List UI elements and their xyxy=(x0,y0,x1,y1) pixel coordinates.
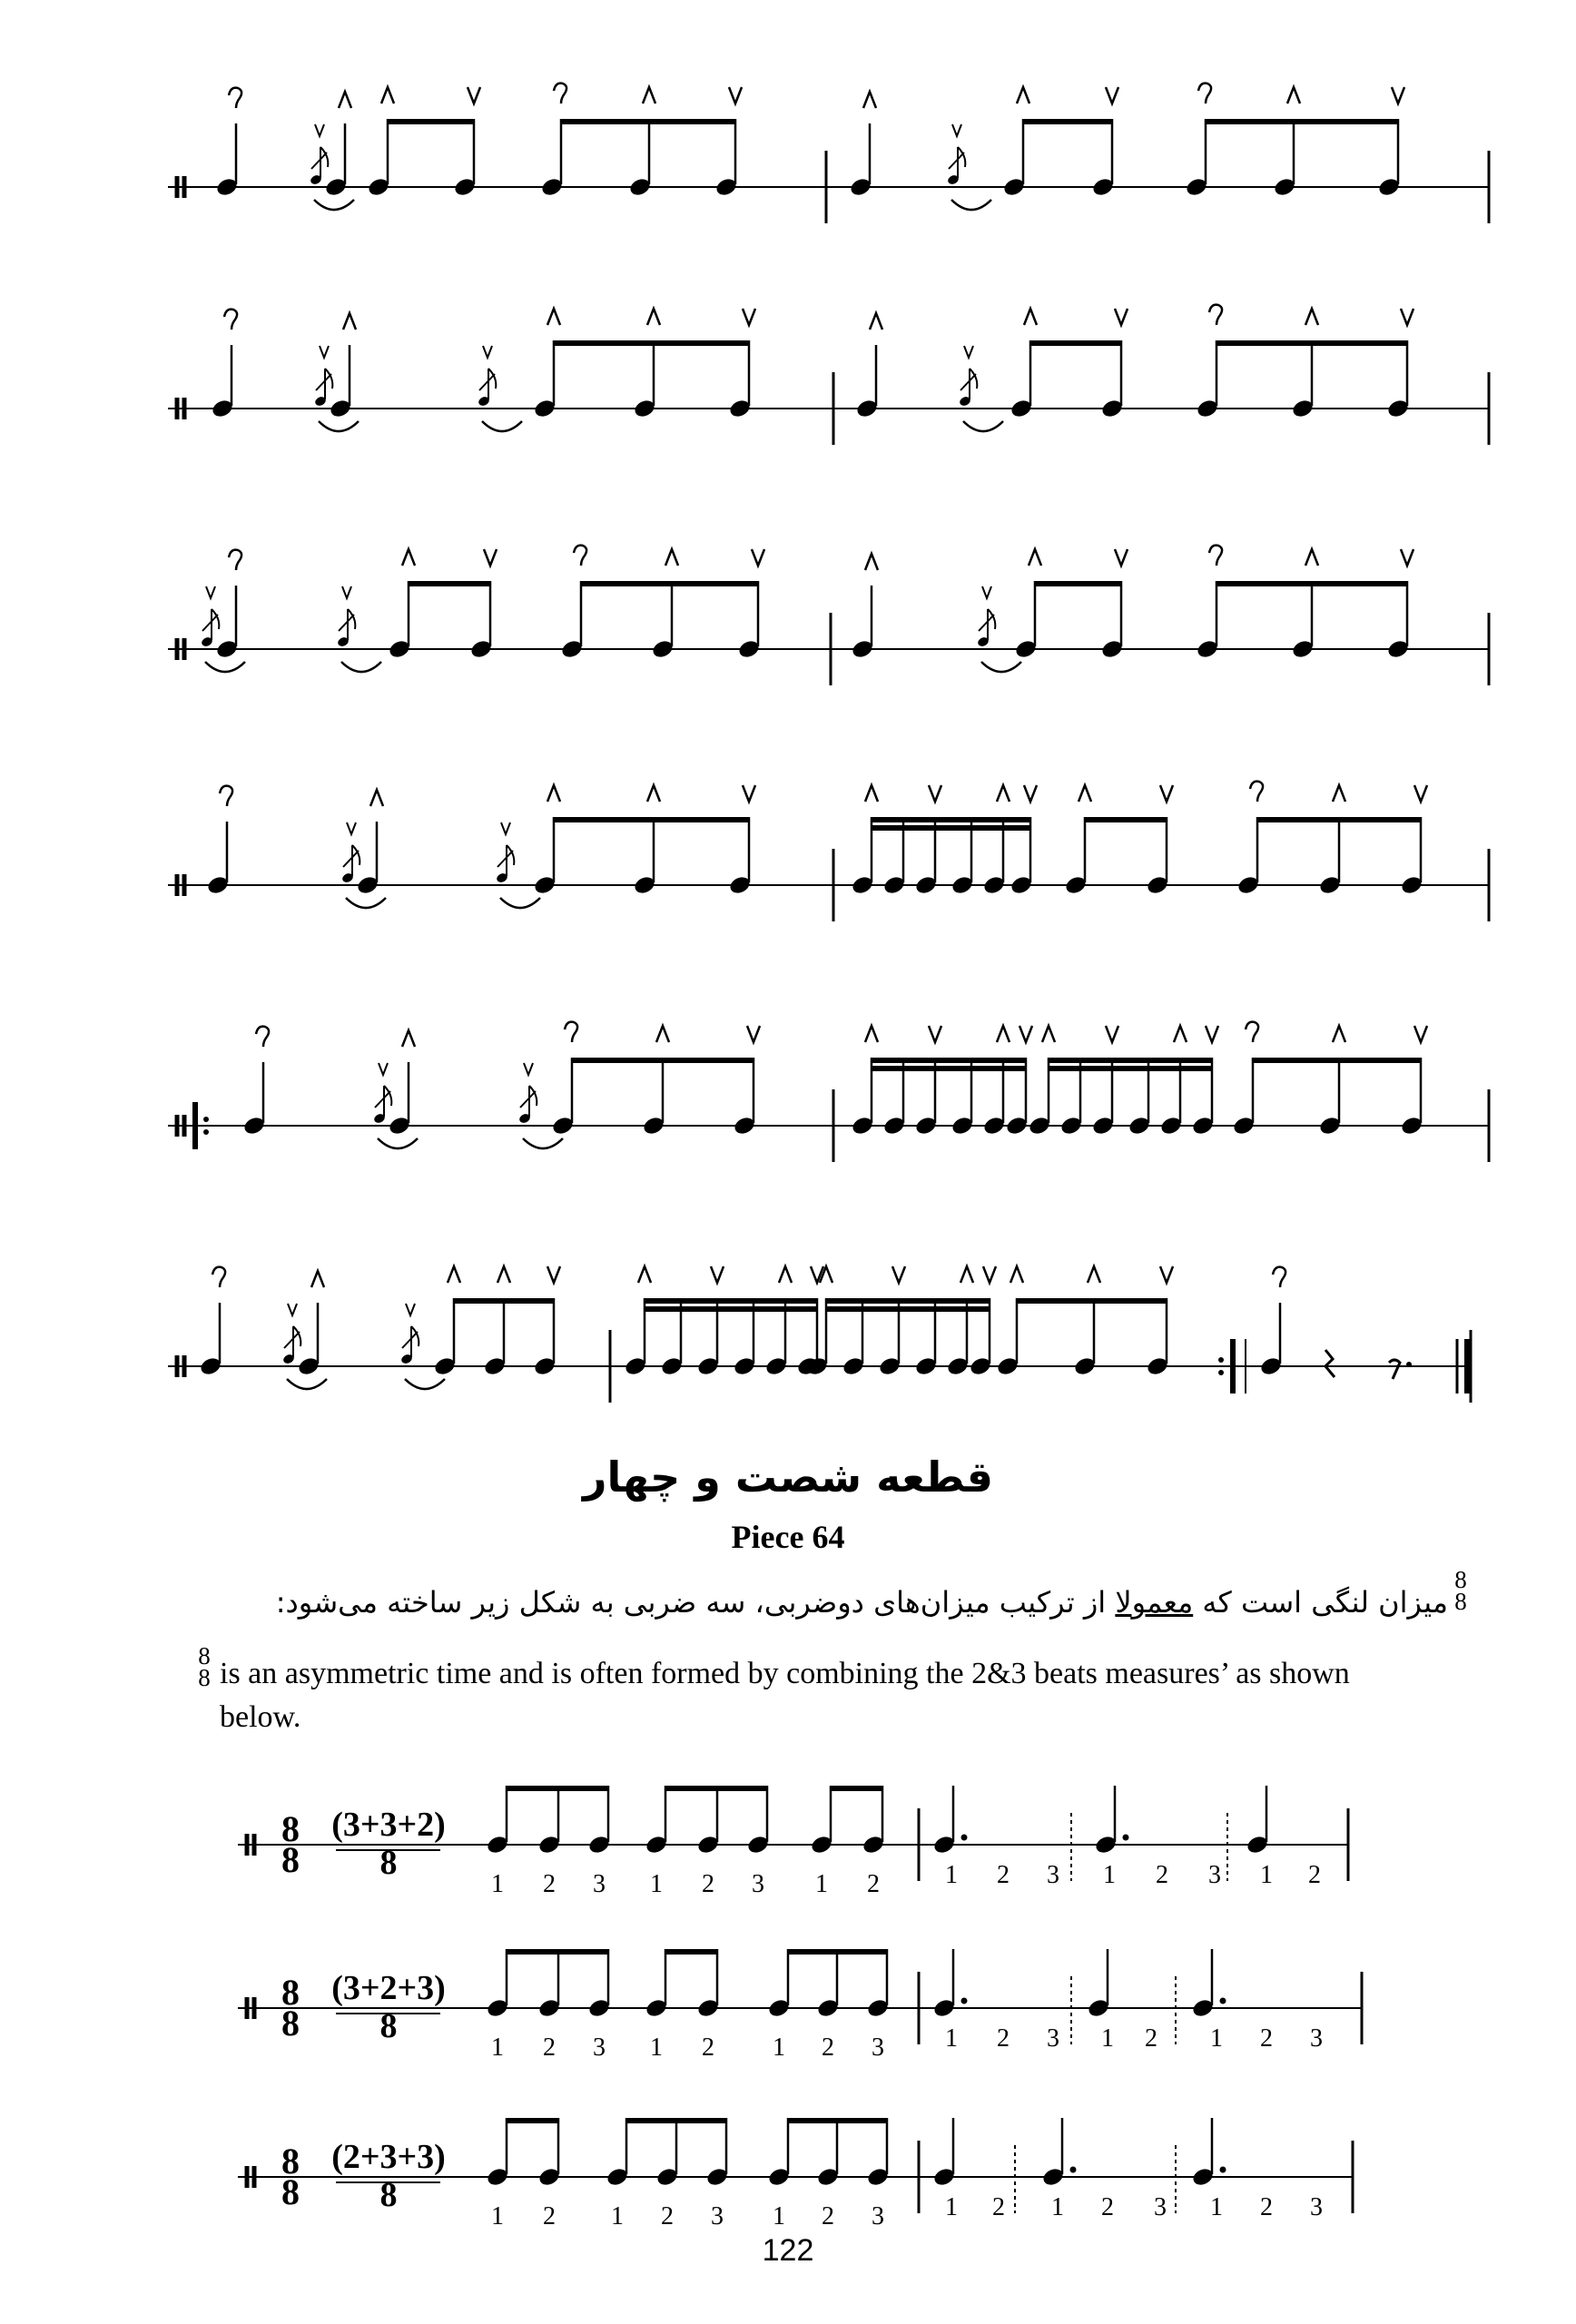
description-persian xyxy=(172,1585,1448,1620)
accent-mark xyxy=(865,785,878,802)
accent-mark xyxy=(647,309,660,325)
beam xyxy=(507,2118,558,2123)
beat-count: 1 xyxy=(773,2034,785,2062)
beam xyxy=(665,1949,717,1955)
beat-count: 1 xyxy=(491,1870,504,1898)
accent-mark xyxy=(997,1026,1010,1042)
beat-count: 2 xyxy=(997,2024,1010,2053)
augmentation-dot xyxy=(1220,1998,1226,2004)
grace-accent-mark xyxy=(315,124,324,136)
beat-count: 1 xyxy=(1210,2024,1223,2053)
accent-mark xyxy=(647,785,660,802)
grouping-label: (2+3+3) xyxy=(331,2138,446,2176)
beat-count: 3 xyxy=(752,1870,764,1898)
accent-mark xyxy=(752,549,764,566)
grace-note xyxy=(282,1326,301,1365)
beat-count: 1 xyxy=(1051,2193,1064,2221)
accent-mark xyxy=(1246,1022,1258,1042)
beat-count: 2 xyxy=(702,2034,714,2062)
beat-count: 2 xyxy=(1260,2193,1273,2221)
accent-mark xyxy=(1029,549,1041,566)
accent-mark xyxy=(547,309,560,325)
beat-count: 3 xyxy=(1310,2024,1323,2053)
tie-slur xyxy=(314,200,354,210)
accent-mark xyxy=(929,1026,941,1042)
accent-mark xyxy=(983,1266,996,1283)
description-english: is an asymmetric time and is often formed by combining the 2&3 beats measures’ as shown below. xyxy=(220,1657,1350,1734)
accent-mark xyxy=(1206,1026,1218,1042)
accent-mark xyxy=(547,785,560,802)
accent-mark xyxy=(1198,84,1211,103)
accent-mark xyxy=(1174,1026,1187,1042)
grouping-denominator: 8 xyxy=(379,1844,398,1882)
time-signature-english xyxy=(192,1642,216,1691)
grace-note xyxy=(496,845,515,884)
tie-slur xyxy=(205,662,245,672)
beat-count: 3 xyxy=(1310,2193,1323,2221)
beam xyxy=(554,817,749,822)
grace-accent-mark xyxy=(982,586,991,598)
repeat-dot xyxy=(203,1117,209,1122)
accent-mark xyxy=(402,549,415,566)
time-denominator: 8 xyxy=(281,2003,300,2043)
accent-mark xyxy=(1024,309,1037,325)
rhythm-staff-row xyxy=(168,546,1489,685)
grace-accent-mark xyxy=(320,346,329,358)
repeat-dot xyxy=(1218,1357,1224,1363)
repeat-dot xyxy=(203,1129,209,1135)
accent-mark xyxy=(892,1266,905,1283)
grace-accent-mark xyxy=(501,822,510,834)
grouping-denominator: 8 xyxy=(379,2007,398,2045)
beat-count: 3 xyxy=(872,2034,884,2062)
accent-mark xyxy=(1305,549,1318,566)
accent-mark xyxy=(643,87,655,103)
beat-count: 2 xyxy=(1260,2024,1273,2053)
accent-mark xyxy=(1414,785,1427,802)
beam xyxy=(1253,1058,1421,1063)
piece-title-persian: قطعه شصت و چهار xyxy=(583,1452,993,1502)
accent-mark xyxy=(220,786,232,806)
beam xyxy=(507,1786,608,1791)
accent-mark xyxy=(1088,1266,1100,1283)
accent-mark xyxy=(743,785,755,802)
beam xyxy=(388,119,474,124)
accent-mark xyxy=(256,1027,269,1047)
rhythm-staff-row xyxy=(168,1022,1489,1162)
accent-mark xyxy=(343,313,356,330)
beat-count: 1 xyxy=(1210,2193,1223,2221)
accent-mark xyxy=(547,1266,560,1283)
beat-count: 1 xyxy=(650,1870,663,1898)
accent-mark xyxy=(1209,546,1222,566)
beam xyxy=(645,1298,817,1304)
accent-mark xyxy=(1305,309,1318,325)
beam xyxy=(1023,119,1112,124)
accent-mark xyxy=(1106,1026,1118,1042)
grace-note xyxy=(959,369,978,408)
beat-count: 2 xyxy=(661,2202,674,2230)
time-numerator: 8 xyxy=(281,2141,300,2181)
accent-mark xyxy=(1017,87,1029,103)
beat-count: 2 xyxy=(822,2034,834,2062)
beam xyxy=(872,825,1030,831)
accent-mark xyxy=(229,88,241,108)
grace-note xyxy=(314,369,333,408)
rhythm-staff-row xyxy=(168,782,1489,921)
repeat-dot xyxy=(1218,1370,1224,1375)
beat-count: 1 xyxy=(1101,2024,1114,2053)
beat-count: 2 xyxy=(1308,1861,1321,1889)
beat-count: 1 xyxy=(611,2202,624,2230)
accent-mark xyxy=(1160,785,1173,802)
beat-count: 1 xyxy=(945,1861,958,1889)
description-persian-part1: میزان لنگی است که xyxy=(1193,1585,1448,1620)
augmentation-dot xyxy=(1070,2167,1077,2173)
beat-count: 1 xyxy=(650,2034,663,2062)
description-persian-part2: از ترکیب میزان‌های دوضربی، سه ضربی به شکل زیر ساخته می‌شود: xyxy=(275,1585,1116,1620)
accent-mark xyxy=(997,785,1010,802)
rhythm-staff-row xyxy=(168,84,1489,223)
tie-slur xyxy=(405,1379,445,1389)
beam xyxy=(826,1306,990,1312)
accent-mark xyxy=(497,1266,510,1283)
accent-mark xyxy=(1019,1026,1032,1042)
accent-mark xyxy=(1209,305,1222,325)
tie-slur xyxy=(341,662,381,672)
tie-slur xyxy=(287,1379,327,1389)
accent-mark xyxy=(1333,1026,1345,1042)
beam xyxy=(831,1786,882,1791)
accent-mark xyxy=(1401,309,1413,325)
time-denominator: 8 xyxy=(281,1839,300,1880)
accent-mark xyxy=(711,1266,724,1283)
beam xyxy=(581,581,758,586)
accent-mark xyxy=(339,92,351,108)
beat-count: 3 xyxy=(1208,1861,1221,1889)
beat-count: 1 xyxy=(945,2193,958,2221)
grouping-denominator: 8 xyxy=(379,2176,398,2214)
beat-count: 2 xyxy=(822,2202,834,2230)
eighth-rest xyxy=(1389,1360,1400,1379)
beam xyxy=(788,2118,887,2123)
beat-count: 1 xyxy=(773,2202,785,2230)
grace-accent-mark xyxy=(524,1063,533,1075)
beat-count: 3 xyxy=(711,2202,724,2230)
beam xyxy=(1085,817,1167,822)
accent-mark xyxy=(212,1267,225,1287)
grouping-example xyxy=(238,1949,1362,2062)
grace-accent-mark xyxy=(483,346,492,358)
tie-slur xyxy=(523,1138,563,1148)
beat-count: 3 xyxy=(1154,2193,1167,2221)
beam xyxy=(561,119,735,124)
accent-mark xyxy=(729,87,742,103)
rhythm-staff-row xyxy=(168,305,1489,445)
beat-count: 2 xyxy=(543,2034,556,2062)
beat-count: 3 xyxy=(1047,2024,1059,2053)
grace-note xyxy=(373,1086,392,1125)
augmentation-dot xyxy=(961,1998,968,2004)
beam xyxy=(554,340,749,346)
beat-count: 2 xyxy=(1101,2193,1114,2221)
grace-accent-mark xyxy=(206,586,215,598)
beat-count: 1 xyxy=(815,1870,828,1898)
beam xyxy=(872,1066,1026,1071)
beam xyxy=(507,1949,608,1955)
beat-count: 2 xyxy=(543,1870,556,1898)
beat-count: 2 xyxy=(543,2202,556,2230)
beam xyxy=(1017,1298,1167,1304)
accent-mark xyxy=(370,790,383,806)
beam xyxy=(1049,1066,1212,1071)
accent-mark xyxy=(565,1022,577,1042)
rhythm-staff-row xyxy=(168,1266,1471,1403)
accent-mark xyxy=(574,546,586,566)
beam xyxy=(645,1306,817,1312)
accent-mark xyxy=(224,310,237,330)
tie-slur xyxy=(482,421,522,431)
accent-mark xyxy=(863,92,876,108)
accent-mark xyxy=(1401,549,1413,566)
time-denominator: 8 xyxy=(281,2171,300,2212)
grace-note xyxy=(977,609,996,648)
augmentation-dot xyxy=(1123,1835,1129,1841)
accent-mark xyxy=(1115,549,1128,566)
grace-note xyxy=(947,147,966,186)
tie-slur xyxy=(981,662,1021,672)
grace-accent-mark xyxy=(347,822,356,834)
beam xyxy=(1257,817,1421,822)
beat-count: 1 xyxy=(491,2034,504,2062)
beam xyxy=(626,2118,726,2123)
accent-mark xyxy=(747,1026,760,1042)
accent-mark xyxy=(1392,87,1404,103)
accent-mark xyxy=(311,1271,324,1287)
beam xyxy=(1030,340,1121,346)
tie-slur xyxy=(500,898,540,908)
accent-mark xyxy=(929,785,941,802)
grace-note xyxy=(478,369,497,408)
description-persian-underlined: معمولا xyxy=(1115,1585,1194,1620)
tie-slur xyxy=(951,200,991,210)
time-numerator: 8 xyxy=(281,1972,300,2013)
beam xyxy=(1035,581,1121,586)
beat-count: 3 xyxy=(1047,1861,1059,1889)
beat-count: 2 xyxy=(702,1870,714,1898)
beat-count: 3 xyxy=(593,1870,606,1898)
grace-note xyxy=(201,609,220,648)
accent-mark xyxy=(484,549,497,566)
accent-mark xyxy=(665,549,678,566)
beam xyxy=(872,817,1030,822)
time-numerator: 8 xyxy=(281,1808,300,1849)
accent-mark xyxy=(381,87,394,103)
accent-mark xyxy=(743,309,755,325)
grouping-example xyxy=(238,1786,1348,1898)
beam xyxy=(1216,340,1407,346)
grouping-label: (3+3+2) xyxy=(331,1806,446,1844)
beam xyxy=(665,1786,767,1791)
grouping-label: (3+2+3) xyxy=(331,1969,446,2007)
beat-count: 2 xyxy=(1145,2024,1157,2053)
grace-note xyxy=(341,845,360,884)
accent-mark xyxy=(779,1266,792,1283)
beat-count: 2 xyxy=(1156,1861,1168,1889)
accent-mark xyxy=(1079,785,1091,802)
accent-mark xyxy=(1287,87,1300,103)
tie-slur xyxy=(346,898,386,908)
accent-mark xyxy=(638,1266,651,1283)
rest-dot xyxy=(1406,1362,1412,1367)
augmentation-dot xyxy=(961,1835,968,1841)
accent-mark xyxy=(865,554,878,570)
grace-note xyxy=(400,1326,419,1365)
beam xyxy=(1216,581,1407,586)
time-numerator: 8 xyxy=(198,1642,211,1669)
time-denominator: 8 xyxy=(198,1664,211,1691)
beat-count: 1 xyxy=(945,2024,958,2053)
accent-mark xyxy=(1160,1266,1173,1283)
accent-mark xyxy=(468,87,480,103)
augmentation-dot xyxy=(1220,2167,1226,2173)
beat-count: 1 xyxy=(1260,1861,1273,1889)
time-numerator: 8 xyxy=(1454,1566,1467,1593)
accent-mark xyxy=(870,313,882,330)
grace-accent-mark xyxy=(406,1304,415,1315)
grace-note xyxy=(310,147,329,186)
accent-mark xyxy=(1333,785,1345,802)
beat-count: 2 xyxy=(997,1861,1010,1889)
beam xyxy=(1206,119,1398,124)
accent-mark xyxy=(656,1026,669,1042)
accent-mark xyxy=(960,1266,973,1283)
accent-mark xyxy=(1414,1026,1427,1042)
time-signature-persian xyxy=(1449,1566,1473,1615)
grace-accent-mark xyxy=(379,1063,388,1075)
accent-mark xyxy=(402,1030,415,1047)
accent-mark xyxy=(1024,785,1037,802)
beam xyxy=(572,1058,754,1063)
accent-mark xyxy=(1250,782,1263,802)
tie-slur xyxy=(378,1138,418,1148)
grace-note xyxy=(518,1086,537,1125)
accent-mark xyxy=(1010,1266,1023,1283)
beam xyxy=(409,581,490,586)
beat-count: 1 xyxy=(1103,1861,1116,1889)
grace-accent-mark xyxy=(964,346,973,358)
accent-mark xyxy=(229,550,241,570)
accent-mark xyxy=(865,1026,878,1042)
accent-mark xyxy=(448,1266,460,1283)
grace-note xyxy=(337,609,356,648)
piece-title-english: Piece 64 xyxy=(731,1519,845,1555)
beam xyxy=(788,1949,887,1955)
beat-count: 1 xyxy=(491,2202,504,2230)
tie-slur xyxy=(319,421,359,431)
accent-mark xyxy=(554,84,566,103)
beat-count: 3 xyxy=(872,2202,884,2230)
grace-accent-mark xyxy=(952,124,961,136)
beat-count: 2 xyxy=(992,2193,1005,2221)
accent-mark xyxy=(1106,87,1118,103)
accent-mark xyxy=(1042,1026,1055,1042)
page-number: 122 xyxy=(762,2233,814,2268)
grace-accent-mark xyxy=(288,1304,297,1315)
time-denominator: 8 xyxy=(1454,1588,1467,1615)
grace-accent-mark xyxy=(342,586,351,598)
beam xyxy=(1049,1058,1212,1063)
accent-mark xyxy=(1273,1267,1285,1287)
quarter-rest xyxy=(1325,1350,1335,1377)
accent-mark xyxy=(1115,309,1128,325)
grouping-example xyxy=(238,2118,1353,2230)
beam xyxy=(454,1298,554,1304)
beat-count: 2 xyxy=(867,1870,880,1898)
tie-slur xyxy=(963,421,1003,431)
beam xyxy=(872,1058,1026,1063)
beam xyxy=(826,1298,990,1304)
beat-count: 3 xyxy=(593,2034,606,2062)
